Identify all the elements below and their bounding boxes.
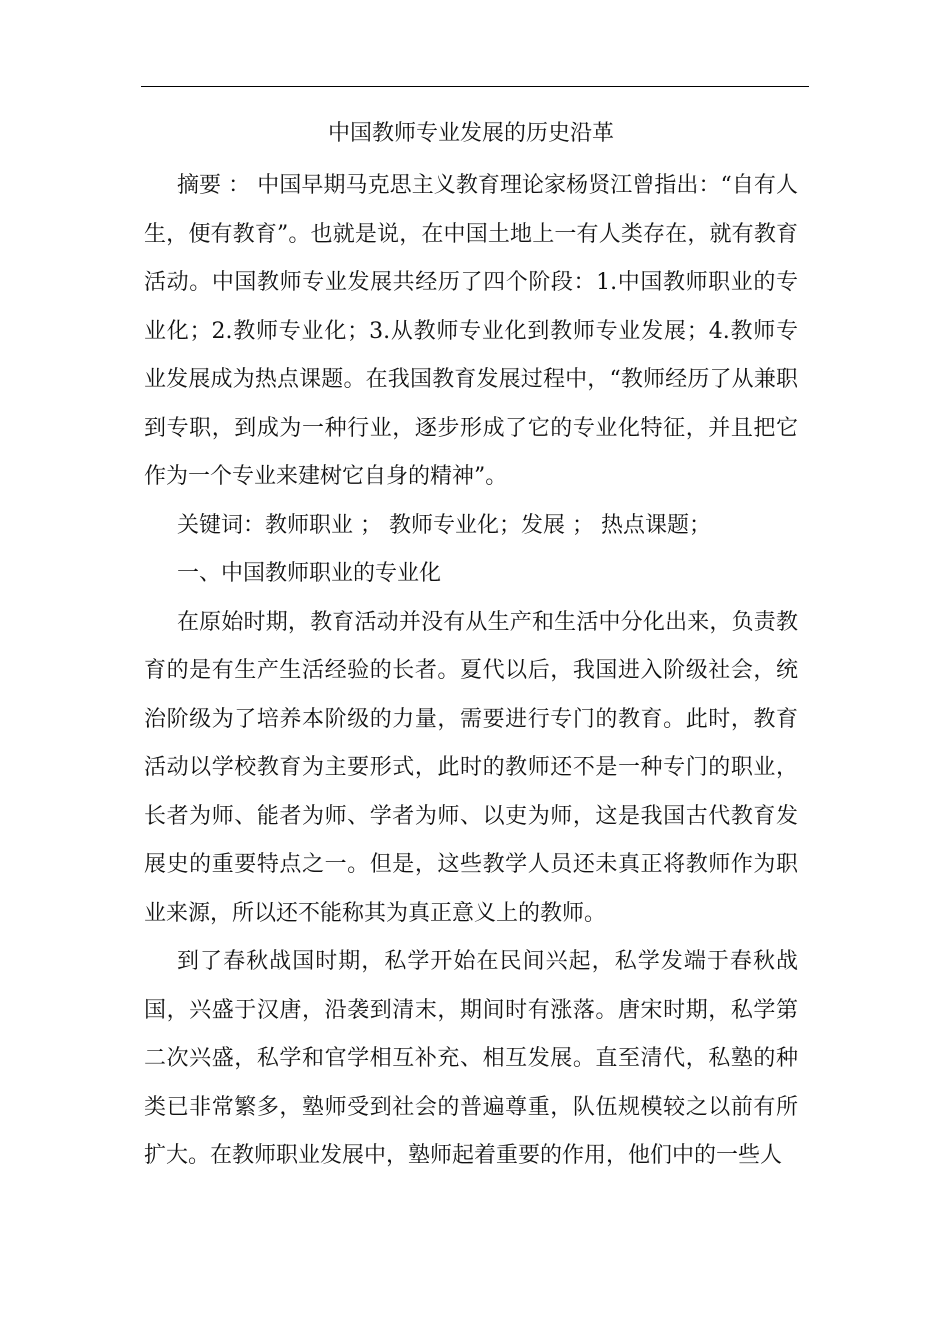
body-paragraph-1: 在原始时期，教育活动并没有从生产和生活中分化出来，负责教育的是有生产生活经验的长者。夏代以后，我国进入阶级社会，统治阶级为了培养本阶级的力量，需要进行专门的教育。此时，教育活动以学校教育为主要形式，此时的教师还不是一种专门的职业，长者为师、能者为师、学者为师、以吏为师，这是我国古代教育发展史的重要特点之一。但是，这些教学人员还未真正将教师作为职业来源，所以还不能称其为真正意义上的教师。	[144, 609, 798, 926]
header-rule	[141, 86, 809, 87]
document-title: 中国教师专业发展的历史沿革	[327, 121, 614, 146]
abstract-paragraph: 摘要 ： 中国早期马克思主义教育理论家杨贤江曾指出：“自有人生，便有教育”。也就是说，在中国土地上一有人类存在，就有教育活动。中国教师专业发展共经历了四个阶段：1.中国教师职业的专业化；2.教师专业化；3.从教师专业化到教师专业发展；4.教师专业发展成为热点课题。在我国教育发展过程中，“教师经历了从兼职到专职，到成为一种行业，逐步形成了它的专业化特征，并且把它作为一个专业来建树它自身的精神”。	[144, 173, 798, 489]
document-body	[144, 114, 798, 1181]
body-paragraph-2: 到了春秋战国时期，私学开始在民间兴起，私学发端于春秋战国，兴盛于汉唐，沿袭到清末，期间时有涨落。唐宋时期，私学第二次兴盛，私学和官学相互补充、相互发展。直至清代，私塾的种类已非常繁多，塾师受到社会的普遍尊重，队伍规模较之以前有所扩大。在教师职业发展中，塾师起着重要的作用，他们中的一些人	[144, 949, 798, 1168]
section-heading-1: 一、中国教师职业的专业化	[177, 561, 442, 586]
keywords-line: 关键词：教师职业 ； 教师专业化；发展 ； 热点课题；	[177, 512, 711, 538]
